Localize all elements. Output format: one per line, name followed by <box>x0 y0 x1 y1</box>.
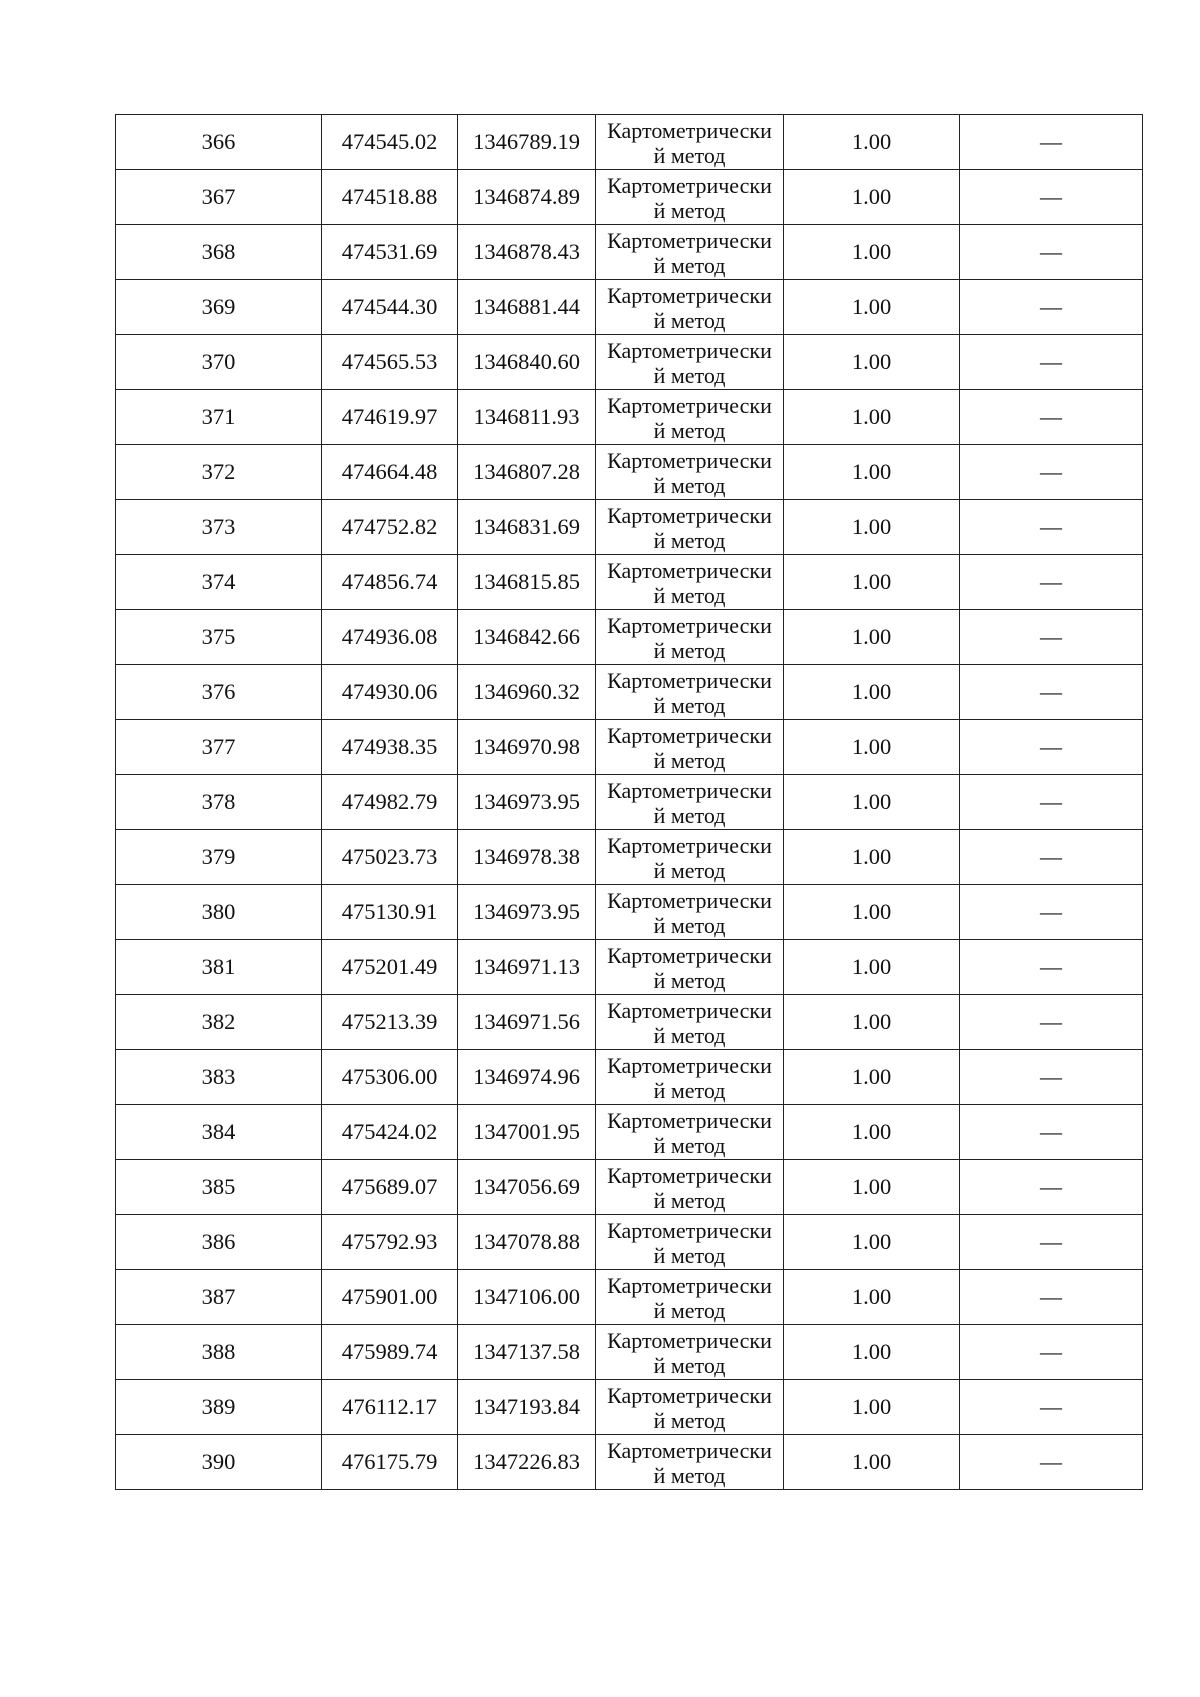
note-cell: — <box>960 1215 1143 1270</box>
note-cell: — <box>960 225 1143 280</box>
method-cell <box>596 280 784 335</box>
method-text-line: Картометрически <box>607 172 772 198</box>
table-row <box>116 390 1143 445</box>
y-coordinate-cell: 1346970.98 <box>458 720 596 775</box>
method-text-line: Картометрически <box>607 557 772 583</box>
method-text-line: й метод <box>653 637 726 663</box>
note-cell: — <box>960 720 1143 775</box>
y-coordinate-cell: 1346973.95 <box>458 775 596 830</box>
table-row <box>116 170 1143 225</box>
method-text-line: й метод <box>653 857 726 883</box>
y-coordinate-cell: 1347193.84 <box>458 1380 596 1435</box>
accuracy-cell: 1.00 <box>784 995 960 1050</box>
x-coordinate-cell: 476112.17 <box>322 1380 458 1435</box>
method-text-line: Картометрически <box>607 777 772 803</box>
accuracy-cell: 1.00 <box>784 500 960 555</box>
point-number-cell: 387 <box>116 1270 322 1325</box>
accuracy-cell: 1.00 <box>784 335 960 390</box>
accuracy-cell: 1.00 <box>784 445 960 500</box>
note-cell: — <box>960 610 1143 665</box>
y-coordinate-cell: 1346973.95 <box>458 885 596 940</box>
x-coordinate-cell: 474856.74 <box>322 555 458 610</box>
y-coordinate-cell: 1346842.66 <box>458 610 596 665</box>
table-row <box>116 445 1143 500</box>
method-text-line: Картометрически <box>607 997 772 1023</box>
point-number-cell: 369 <box>116 280 322 335</box>
x-coordinate-cell: 474938.35 <box>322 720 458 775</box>
method-text-line: й метод <box>653 1352 726 1378</box>
method-text-line: й метод <box>653 1297 726 1323</box>
table-row <box>116 885 1143 940</box>
note-cell: — <box>960 555 1143 610</box>
note-cell: — <box>960 500 1143 555</box>
x-coordinate-cell: 474930.06 <box>322 665 458 720</box>
method-cell <box>596 1105 784 1160</box>
y-coordinate-cell: 1346971.56 <box>458 995 596 1050</box>
accuracy-cell: 1.00 <box>784 720 960 775</box>
method-text-line: й метод <box>653 967 726 993</box>
table-row <box>116 225 1143 280</box>
method-text-line: й метод <box>653 1132 726 1158</box>
note-cell: — <box>960 445 1143 500</box>
accuracy-cell: 1.00 <box>784 610 960 665</box>
table-row <box>116 1050 1143 1105</box>
method-text-line: й метод <box>653 142 726 168</box>
x-coordinate-cell: 475792.93 <box>322 1215 458 1270</box>
x-coordinate-cell: 475306.00 <box>322 1050 458 1105</box>
note-cell: — <box>960 940 1143 995</box>
note-cell: — <box>960 665 1143 720</box>
method-cell <box>596 885 784 940</box>
y-coordinate-cell: 1346807.28 <box>458 445 596 500</box>
table-row <box>116 1270 1143 1325</box>
method-text-line: Картометрически <box>607 942 772 968</box>
y-coordinate-cell: 1347106.00 <box>458 1270 596 1325</box>
y-coordinate-cell: 1346971.13 <box>458 940 596 995</box>
note-cell: — <box>960 170 1143 225</box>
method-cell <box>596 170 784 225</box>
method-text-line: Картометрически <box>607 1162 772 1188</box>
x-coordinate-cell: 475989.74 <box>322 1325 458 1380</box>
note-cell: — <box>960 335 1143 390</box>
method-text-line: Картометрически <box>607 447 772 473</box>
method-text-line: Картометрически <box>607 667 772 693</box>
point-number-cell: 368 <box>116 225 322 280</box>
point-number-cell: 374 <box>116 555 322 610</box>
y-coordinate-cell: 1347137.58 <box>458 1325 596 1380</box>
method-text-line: й метод <box>653 802 726 828</box>
point-number-cell: 385 <box>116 1160 322 1215</box>
method-text-line: Картометрически <box>607 1437 772 1463</box>
y-coordinate-cell: 1346960.32 <box>458 665 596 720</box>
point-number-cell: 382 <box>116 995 322 1050</box>
accuracy-cell: 1.00 <box>784 775 960 830</box>
method-text-line: Картометрически <box>607 1107 772 1133</box>
method-text-line: й метод <box>653 252 726 278</box>
x-coordinate-cell: 475023.73 <box>322 830 458 885</box>
accuracy-cell: 1.00 <box>784 1160 960 1215</box>
accuracy-cell: 1.00 <box>784 830 960 885</box>
method-text-line: Картометрически <box>607 1327 772 1353</box>
method-text-line: й метод <box>653 747 726 773</box>
x-coordinate-cell: 475213.39 <box>322 995 458 1050</box>
note-cell: — <box>960 885 1143 940</box>
point-number-cell: 380 <box>116 885 322 940</box>
note-cell: — <box>960 775 1143 830</box>
y-coordinate-cell: 1347001.95 <box>458 1105 596 1160</box>
accuracy-cell: 1.00 <box>784 1325 960 1380</box>
method-cell <box>596 1050 784 1105</box>
x-coordinate-cell: 475901.00 <box>322 1270 458 1325</box>
method-text-line: Картометрически <box>607 612 772 638</box>
x-coordinate-cell: 474544.30 <box>322 280 458 335</box>
table-row <box>116 775 1143 830</box>
note-cell: — <box>960 1435 1143 1490</box>
table-row <box>116 335 1143 390</box>
note-cell: — <box>960 830 1143 885</box>
point-number-cell: 381 <box>116 940 322 995</box>
table-row <box>116 280 1143 335</box>
accuracy-cell: 1.00 <box>784 665 960 720</box>
y-coordinate-cell: 1346874.89 <box>458 170 596 225</box>
table-row <box>116 115 1143 170</box>
method-text-line: Картометрически <box>607 1052 772 1078</box>
table-row <box>116 500 1143 555</box>
accuracy-cell: 1.00 <box>784 1270 960 1325</box>
method-text-line: Картометрически <box>607 117 772 143</box>
method-text-line: й метод <box>653 1022 726 1048</box>
note-cell: — <box>960 115 1143 170</box>
accuracy-cell: 1.00 <box>784 1380 960 1435</box>
method-cell <box>596 665 784 720</box>
accuracy-cell: 1.00 <box>784 115 960 170</box>
method-cell <box>596 115 784 170</box>
method-text-line: Картометрически <box>607 722 772 748</box>
method-text-line: й метод <box>653 1462 726 1488</box>
method-text-line: й метод <box>653 472 726 498</box>
note-cell: — <box>960 1105 1143 1160</box>
accuracy-cell: 1.00 <box>784 1050 960 1105</box>
table-row <box>116 1160 1143 1215</box>
x-coordinate-cell: 474619.97 <box>322 390 458 445</box>
accuracy-cell: 1.00 <box>784 390 960 445</box>
method-text-line: Картометрически <box>607 1382 772 1408</box>
point-number-cell: 371 <box>116 390 322 445</box>
note-cell: — <box>960 280 1143 335</box>
table-row <box>116 830 1143 885</box>
table-row <box>116 665 1143 720</box>
point-number-cell: 366 <box>116 115 322 170</box>
point-number-cell: 375 <box>116 610 322 665</box>
accuracy-cell: 1.00 <box>784 1105 960 1160</box>
x-coordinate-cell: 474664.48 <box>322 445 458 500</box>
method-text-line: й метод <box>653 1187 726 1213</box>
method-cell <box>596 995 784 1050</box>
accuracy-cell: 1.00 <box>784 280 960 335</box>
point-number-cell: 390 <box>116 1435 322 1490</box>
method-cell <box>596 1160 784 1215</box>
method-text-line: й метод <box>653 362 726 388</box>
y-coordinate-cell: 1346789.19 <box>458 115 596 170</box>
y-coordinate-cell: 1346831.69 <box>458 500 596 555</box>
y-coordinate-cell: 1347226.83 <box>458 1435 596 1490</box>
method-text-line: й метод <box>653 1242 726 1268</box>
x-coordinate-cell: 474982.79 <box>322 775 458 830</box>
method-cell <box>596 390 784 445</box>
point-number-cell: 376 <box>116 665 322 720</box>
method-cell <box>596 775 784 830</box>
x-coordinate-cell: 475130.91 <box>322 885 458 940</box>
method-text-line: Картометрически <box>607 282 772 308</box>
point-number-cell: 383 <box>116 1050 322 1105</box>
method-text-line: й метод <box>653 527 726 553</box>
x-coordinate-cell: 474531.69 <box>322 225 458 280</box>
table-row <box>116 610 1143 665</box>
x-coordinate-cell: 474936.08 <box>322 610 458 665</box>
method-cell <box>596 335 784 390</box>
method-text-line: й метод <box>653 197 726 223</box>
y-coordinate-cell: 1346811.93 <box>458 390 596 445</box>
method-cell <box>596 500 784 555</box>
table-row <box>116 940 1143 995</box>
accuracy-cell: 1.00 <box>784 1435 960 1490</box>
x-coordinate-cell: 474752.82 <box>322 500 458 555</box>
x-coordinate-cell: 475424.02 <box>322 1105 458 1160</box>
method-cell <box>596 1215 784 1270</box>
method-text-line: Картометрически <box>607 832 772 858</box>
method-cell <box>596 1380 784 1435</box>
method-cell <box>596 1435 784 1490</box>
y-coordinate-cell: 1347056.69 <box>458 1160 596 1215</box>
point-number-cell: 389 <box>116 1380 322 1435</box>
y-coordinate-cell: 1346974.96 <box>458 1050 596 1105</box>
accuracy-cell: 1.00 <box>784 555 960 610</box>
method-text-line: й метод <box>653 1077 726 1103</box>
method-text-line: Картометрически <box>607 887 772 913</box>
method-text-line: й метод <box>653 912 726 938</box>
accuracy-cell: 1.00 <box>784 940 960 995</box>
method-text-line: й метод <box>653 307 726 333</box>
method-text-line: Картометрически <box>607 1272 772 1298</box>
point-number-cell: 386 <box>116 1215 322 1270</box>
method-text-line: Картометрически <box>607 337 772 363</box>
method-text-line: Картометрически <box>607 227 772 253</box>
point-number-cell: 384 <box>116 1105 322 1160</box>
point-number-cell: 372 <box>116 445 322 500</box>
method-cell <box>596 225 784 280</box>
y-coordinate-cell: 1347078.88 <box>458 1215 596 1270</box>
y-coordinate-cell: 1346840.60 <box>458 335 596 390</box>
method-text-line: й метод <box>653 417 726 443</box>
table-row <box>116 1380 1143 1435</box>
table-row <box>116 1435 1143 1490</box>
point-number-cell: 373 <box>116 500 322 555</box>
x-coordinate-cell: 474565.53 <box>322 335 458 390</box>
y-coordinate-cell: 1346978.38 <box>458 830 596 885</box>
method-text-line: Картометрически <box>607 502 772 528</box>
table-row <box>116 555 1143 610</box>
method-cell <box>596 445 784 500</box>
note-cell: — <box>960 1325 1143 1380</box>
note-cell: — <box>960 995 1143 1050</box>
x-coordinate-cell: 474518.88 <box>322 170 458 225</box>
method-text-line: Картометрически <box>607 1217 772 1243</box>
method-cell <box>596 940 784 995</box>
x-coordinate-cell: 476175.79 <box>322 1435 458 1490</box>
x-coordinate-cell: 475689.07 <box>322 1160 458 1215</box>
accuracy-cell: 1.00 <box>784 170 960 225</box>
point-number-cell: 379 <box>116 830 322 885</box>
note-cell: — <box>960 1380 1143 1435</box>
point-number-cell: 370 <box>116 335 322 390</box>
coordinates-table-body <box>116 115 1143 1490</box>
accuracy-cell: 1.00 <box>784 225 960 280</box>
table-row <box>116 1105 1143 1160</box>
method-text-line: й метод <box>653 1407 726 1433</box>
table-row <box>116 1215 1143 1270</box>
point-number-cell: 388 <box>116 1325 322 1380</box>
note-cell: — <box>960 1270 1143 1325</box>
method-text-line: й метод <box>653 582 726 608</box>
method-text-line: й метод <box>653 692 726 718</box>
note-cell: — <box>960 1050 1143 1105</box>
note-cell: — <box>960 390 1143 445</box>
y-coordinate-cell: 1346878.43 <box>458 225 596 280</box>
accuracy-cell: 1.00 <box>784 1215 960 1270</box>
point-number-cell: 377 <box>116 720 322 775</box>
method-cell <box>596 830 784 885</box>
x-coordinate-cell: 475201.49 <box>322 940 458 995</box>
note-cell: — <box>960 1160 1143 1215</box>
coordinates-table <box>115 114 1143 1490</box>
y-coordinate-cell: 1346881.44 <box>458 280 596 335</box>
accuracy-cell: 1.00 <box>784 885 960 940</box>
method-cell <box>596 610 784 665</box>
table-row <box>116 720 1143 775</box>
table-row <box>116 995 1143 1050</box>
method-cell <box>596 555 784 610</box>
point-number-cell: 378 <box>116 775 322 830</box>
method-cell <box>596 1270 784 1325</box>
method-cell <box>596 1325 784 1380</box>
point-number-cell: 367 <box>116 170 322 225</box>
method-cell <box>596 720 784 775</box>
y-coordinate-cell: 1346815.85 <box>458 555 596 610</box>
x-coordinate-cell: 474545.02 <box>322 115 458 170</box>
table-row <box>116 1325 1143 1380</box>
method-text-line: Картометрически <box>607 392 772 418</box>
